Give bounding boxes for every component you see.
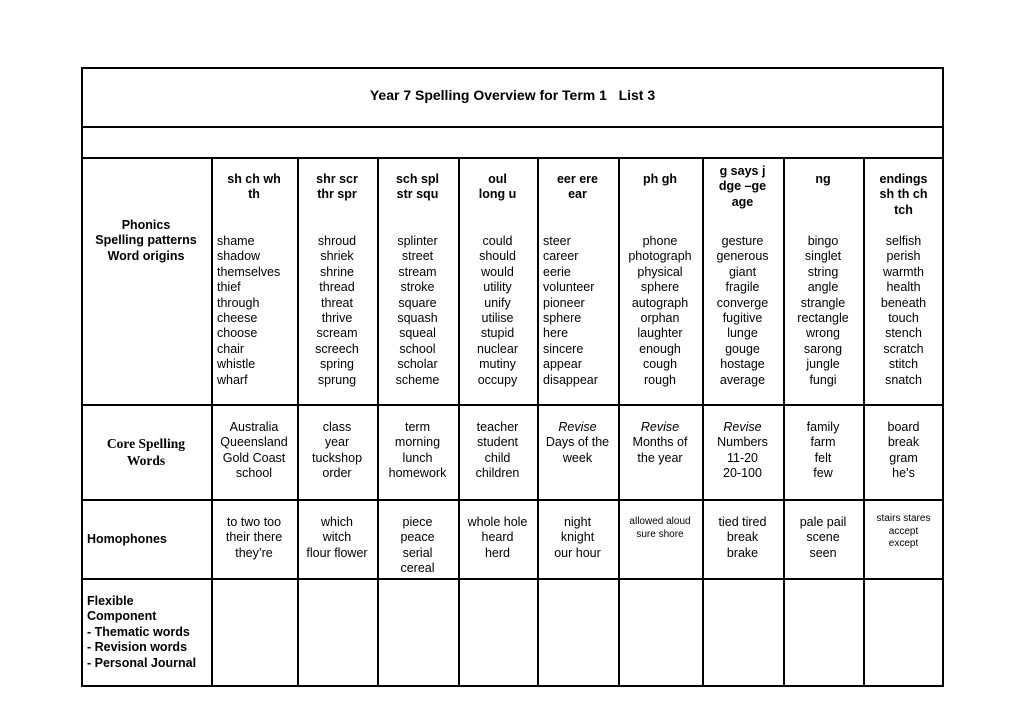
word: shame (217, 234, 255, 248)
homophone: flour flower (306, 545, 368, 560)
word: scream (316, 326, 358, 341)
core-word-list (537, 420, 618, 466)
homophone: herd (484, 545, 511, 560)
core-word: Australia (229, 420, 279, 434)
core-word: student (476, 435, 518, 450)
word: chair (217, 341, 245, 356)
flexible-row-label (81, 594, 211, 671)
pattern-header-line: tch (894, 202, 913, 217)
word: stitch (888, 357, 919, 372)
word: pioneer (543, 295, 585, 310)
word: thrive (321, 311, 353, 326)
word: sarong (803, 341, 843, 356)
word-list (297, 234, 377, 388)
homophone: serial (402, 545, 433, 560)
word: disappear (543, 372, 598, 387)
homophone: our hour (554, 545, 601, 560)
word: rough (644, 372, 676, 387)
word: health (886, 280, 921, 295)
homophone-list (377, 515, 458, 577)
homophone: seen (809, 545, 837, 560)
word: fragile (725, 280, 760, 295)
word: scratch (883, 341, 924, 356)
word: here (543, 326, 569, 341)
pattern-header-line: g says j (719, 164, 766, 178)
word: string (807, 264, 839, 279)
row-label-line: Spelling patterns (95, 233, 197, 248)
homophone: except (888, 538, 919, 549)
word: converge (716, 295, 769, 310)
word: average (719, 372, 766, 387)
row-label-line: - Thematic words (87, 624, 190, 639)
pattern-header-line: ph gh (642, 172, 677, 186)
core-row-label (81, 436, 211, 469)
word: autograph (631, 295, 689, 310)
word: sphere (543, 311, 582, 326)
word-list (537, 234, 618, 388)
core-word: homework (388, 466, 447, 481)
word: snatch (885, 372, 922, 387)
pattern-header (377, 172, 458, 203)
homophone-list (211, 515, 297, 561)
core-word: year (324, 435, 350, 450)
pattern-header (297, 172, 377, 203)
word: stroke (400, 280, 435, 295)
core-word-list (783, 420, 863, 482)
core-word: school (235, 466, 273, 481)
word: utilise (481, 311, 514, 326)
word: mutiny (479, 357, 516, 372)
word: whistle (217, 357, 256, 372)
word: stench (885, 326, 922, 341)
core-word: gram (889, 450, 918, 465)
pattern-header (618, 172, 702, 187)
word: perish (886, 249, 921, 264)
core-word: Gold Coast (222, 450, 286, 465)
row-label-line: - Personal Journal (87, 655, 197, 670)
pattern-header-line: sh ch wh (227, 172, 281, 186)
word: through (217, 295, 260, 310)
homophone-list (702, 515, 783, 561)
word: laughter (637, 326, 683, 341)
word: appear (543, 357, 582, 372)
word: screech (315, 341, 359, 356)
homophone: scene (806, 530, 840, 545)
pattern-header-line: ng (815, 172, 831, 186)
homophone: cereal (400, 561, 435, 576)
homophone: break (726, 530, 759, 545)
core-word-list (863, 420, 944, 482)
word: lunge (727, 326, 758, 341)
word: shroud (317, 234, 357, 248)
homophone-list (537, 515, 618, 561)
row-divider (81, 126, 944, 128)
homophone: piece (402, 515, 433, 529)
row-label-line: Component (87, 609, 157, 624)
word-list (458, 234, 537, 388)
pattern-header-line: age (731, 194, 754, 209)
core-word: Numbers (717, 435, 768, 450)
row-label-line: Core Spelling (106, 436, 186, 451)
homophone: allowed aloud (629, 516, 691, 527)
word: shriek (320, 249, 354, 264)
word: strangle (800, 295, 846, 310)
core-word: Revise (640, 420, 680, 434)
core-word-list (702, 420, 783, 482)
pattern-header (458, 172, 537, 203)
word: spring (319, 357, 355, 372)
word: fungi (809, 372, 837, 387)
core-word: board (887, 420, 920, 434)
core-word: break (887, 435, 920, 450)
homophone-list (297, 515, 377, 561)
core-word: Revise (723, 420, 762, 434)
core-word: Queensland (220, 435, 288, 450)
word: volunteer (543, 280, 595, 295)
homophone: night (563, 515, 592, 529)
core-word: week (562, 450, 593, 465)
phonics-row-label (81, 218, 211, 264)
word: utility (483, 280, 512, 295)
pattern-header-line: shr scr (316, 172, 358, 186)
homophone: their there (225, 530, 283, 545)
word: would (481, 264, 514, 279)
core-word: he’s (892, 466, 915, 481)
word: wrong (805, 326, 841, 341)
word: rectangle (797, 311, 849, 326)
row-label-line: - Revision words (87, 640, 188, 655)
pattern-header-line: oul (488, 172, 507, 186)
homophones-row-label: Homophones (87, 532, 167, 546)
word: touch (888, 311, 919, 326)
word: threat (321, 295, 353, 310)
word-list (783, 234, 863, 388)
core-word: children (475, 466, 520, 481)
core-word: 20-100 (723, 466, 762, 481)
word: sprung (317, 372, 357, 387)
homophone: stairs stares (876, 513, 931, 524)
core-word: order (322, 466, 352, 481)
homophone: which (321, 515, 353, 529)
pattern-header-line: endings (879, 172, 928, 186)
homophone: to two too (226, 515, 282, 529)
word-list (211, 234, 297, 388)
word: singlet (804, 249, 842, 264)
pattern-header (211, 172, 297, 203)
pattern-header (702, 164, 783, 210)
word: scheme (395, 372, 440, 387)
homophone-list (458, 515, 537, 561)
word-list (618, 234, 702, 388)
homophone-list (783, 515, 863, 561)
core-word: morning (394, 435, 441, 450)
word: square (398, 295, 437, 310)
pattern-header-line: dge –ge (718, 179, 767, 194)
core-word: few (813, 466, 833, 481)
word: jungle (806, 357, 840, 372)
word: hostage (720, 357, 765, 372)
homophone: pale pail (799, 515, 847, 529)
word: beneath (880, 295, 927, 310)
pattern-header-line: eer ere (556, 172, 598, 186)
word: selfish (885, 234, 922, 248)
word: shadow (217, 249, 261, 264)
core-word: teacher (476, 420, 519, 434)
homophone: peace (400, 530, 435, 545)
core-word: Days of the (545, 435, 610, 450)
word: thief (217, 280, 241, 295)
word: cheese (217, 311, 258, 326)
row-label-line: Word origins (107, 248, 185, 263)
homophone: sure shore (636, 528, 684, 540)
word: physical (637, 264, 683, 279)
core-word: family (806, 420, 840, 434)
word: eerie (543, 264, 571, 279)
word: squeal (399, 326, 436, 341)
core-word: farm (810, 435, 836, 450)
pattern-header-line: str squ (396, 187, 439, 202)
core-word-list (458, 420, 537, 482)
pattern-header (783, 172, 863, 187)
homophone: they’re (235, 545, 273, 560)
homophone: witch (322, 530, 352, 545)
row-label-line: Words (126, 452, 166, 468)
word: choose (217, 326, 258, 341)
word: wharf (217, 372, 248, 387)
core-word: term (405, 420, 430, 434)
word-list (702, 234, 783, 388)
pattern-header-line: long u (478, 187, 517, 202)
word: angle (807, 280, 839, 295)
word: should (479, 249, 516, 264)
homophone: brake (726, 545, 759, 560)
core-word-list (618, 420, 702, 466)
word: occupy (477, 372, 518, 387)
word: bingo (807, 234, 839, 248)
core-word-list (211, 420, 297, 482)
word: school (399, 341, 436, 356)
word: shrine (319, 264, 355, 279)
word: steer (543, 234, 571, 248)
word-list (377, 234, 458, 388)
word: sincere (543, 341, 584, 356)
pattern-header-line: thr spr (317, 187, 357, 202)
word: gesture (721, 234, 764, 248)
pattern-header-line: ear (568, 187, 587, 202)
homophone-list (863, 513, 944, 551)
word: themselves (217, 264, 281, 279)
word: street (401, 249, 434, 264)
word: unify (484, 295, 511, 310)
word: nuclear (477, 341, 518, 356)
word: orphan (640, 311, 680, 326)
word: fugitive (722, 311, 763, 326)
core-word: Revise (558, 420, 597, 434)
core-word: tuckshop (311, 450, 363, 465)
core-word: 11-20 (726, 450, 759, 465)
homophone-list (618, 516, 702, 541)
word: giant (728, 264, 757, 279)
core-word: lunch (402, 450, 433, 465)
word: career (543, 249, 579, 264)
core-word: Months of (632, 435, 688, 450)
word: cough (642, 357, 678, 372)
pattern-header (537, 172, 618, 203)
word: warmth (883, 264, 924, 279)
word: scholar (397, 357, 438, 372)
homophone: tied tired (718, 515, 767, 529)
word: stream (398, 264, 437, 279)
row-label-line: Flexible (87, 594, 134, 608)
row-label-line: Phonics (121, 218, 171, 232)
word: sphere (640, 280, 680, 295)
word: generous (716, 249, 769, 264)
word: gouge (725, 341, 760, 356)
word: phone (642, 234, 678, 248)
pattern-header-line: sch spl (395, 172, 440, 186)
word: thread (319, 280, 355, 295)
core-word: felt (814, 450, 832, 465)
word: stupid (480, 326, 515, 341)
pattern-header-line: sh th ch (879, 187, 928, 202)
core-word: class (322, 420, 352, 434)
word: squash (397, 311, 438, 326)
homophone: heard (481, 530, 514, 545)
word: photograph (628, 249, 692, 264)
homophone: accept (888, 525, 919, 537)
homophone: knight (560, 530, 595, 545)
core-word-list (377, 420, 458, 482)
homophone: whole hole (467, 515, 528, 529)
core-word: the year (637, 450, 683, 465)
page-title: Year 7 Spelling Overview for Term 1 List 3 (369, 87, 656, 103)
pattern-header-line: th (248, 187, 260, 202)
pattern-header (863, 172, 944, 218)
core-word: child (484, 450, 511, 465)
word: splinter (397, 234, 438, 248)
core-word-list (297, 420, 377, 482)
word: could (482, 234, 513, 248)
word-list (863, 234, 944, 388)
word: enough (639, 341, 681, 356)
